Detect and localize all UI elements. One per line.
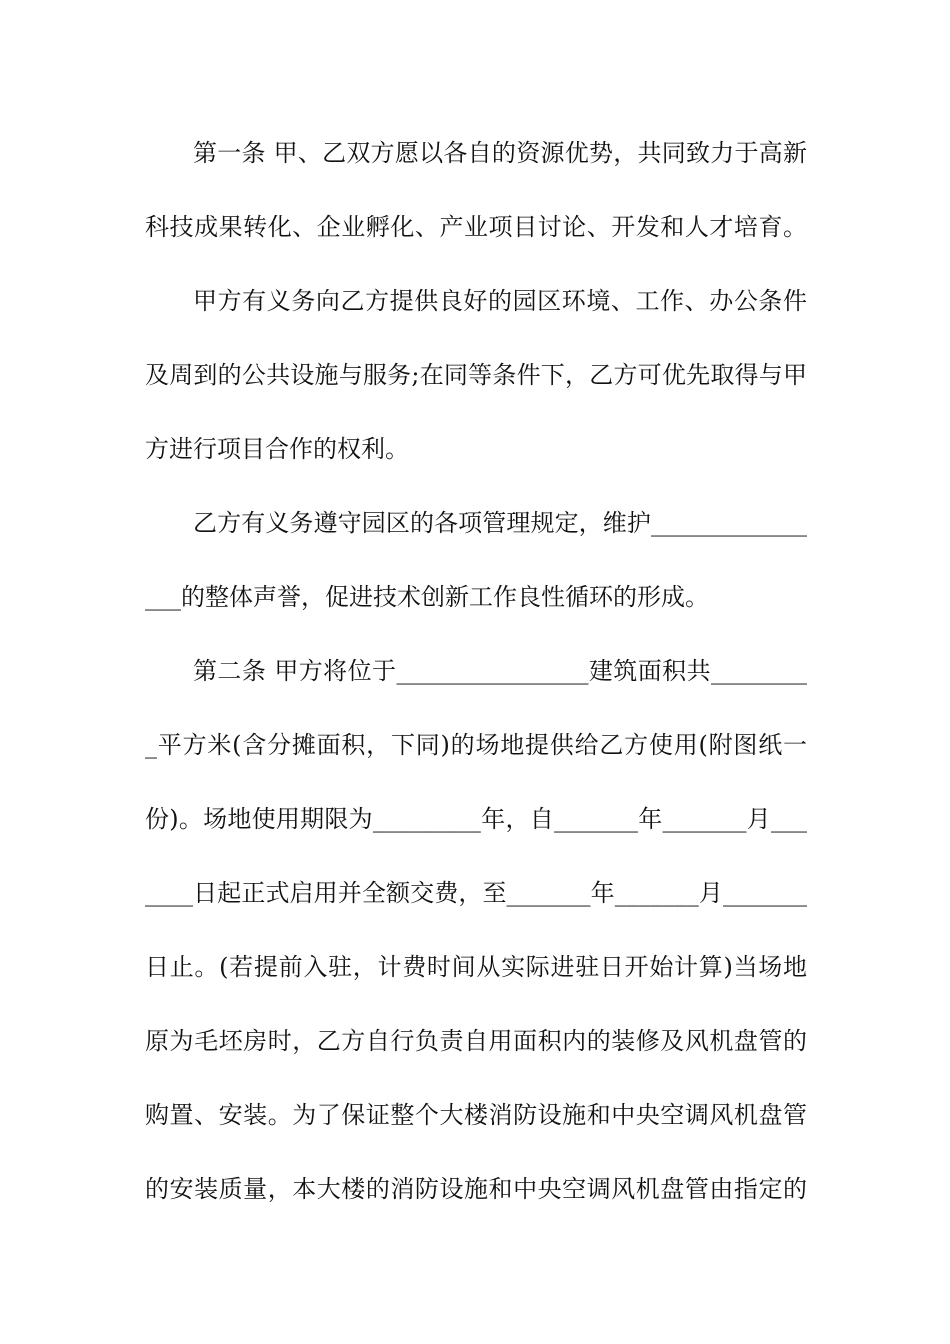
text-line: 的安装质量，本大楼的消防设施和中央空调风机盘管由指定的 [145, 1175, 807, 1203]
text-line: 第二条 甲方将位于________________建筑面积共________ [193, 657, 807, 685]
text-line: 及周到的公共设施与服务;在同等条件下，乙方可优先取得与甲 [145, 361, 807, 389]
text-line: 乙方有义务遵守园区的各项管理规定，维护_____________ [193, 509, 807, 537]
text-line: 甲方有义务向乙方提供良好的园区环境、工作、办公条件 [193, 287, 807, 315]
text-line: 科技成果转化、企业孵化、产业项目讨论、开发和人才培育。 [145, 213, 807, 241]
text-line: ___的整体声誉，促进技术创新工作良性循环的形成。 [145, 583, 709, 611]
text-line: 第一条 甲、乙双方愿以各自的资源优势，共同致力于高新 [193, 139, 807, 167]
text-line: 方进行项目合作的权利。 [145, 435, 409, 463]
text-line: ____日起正式启用并全额交费，至_______年_______月_______ [145, 879, 807, 907]
text-line: 原为毛坯房时，乙方自行负责自用面积内的装修及风机盘管的 [145, 1027, 807, 1055]
text-line: 日止。(若提前入驻，计费时间从实际进驻日开始计算)当场地 [145, 953, 807, 981]
text-line: _平方米(含分摊面积，下同)的场地提供给乙方使用(附图纸一 [145, 731, 807, 759]
text-line: 购置、安装。为了保证整个大楼消防设施和中央空调风机盘管 [145, 1101, 807, 1129]
text-line: 份)。场地使用期限为_________年，自_______年_______月___ [145, 805, 807, 833]
